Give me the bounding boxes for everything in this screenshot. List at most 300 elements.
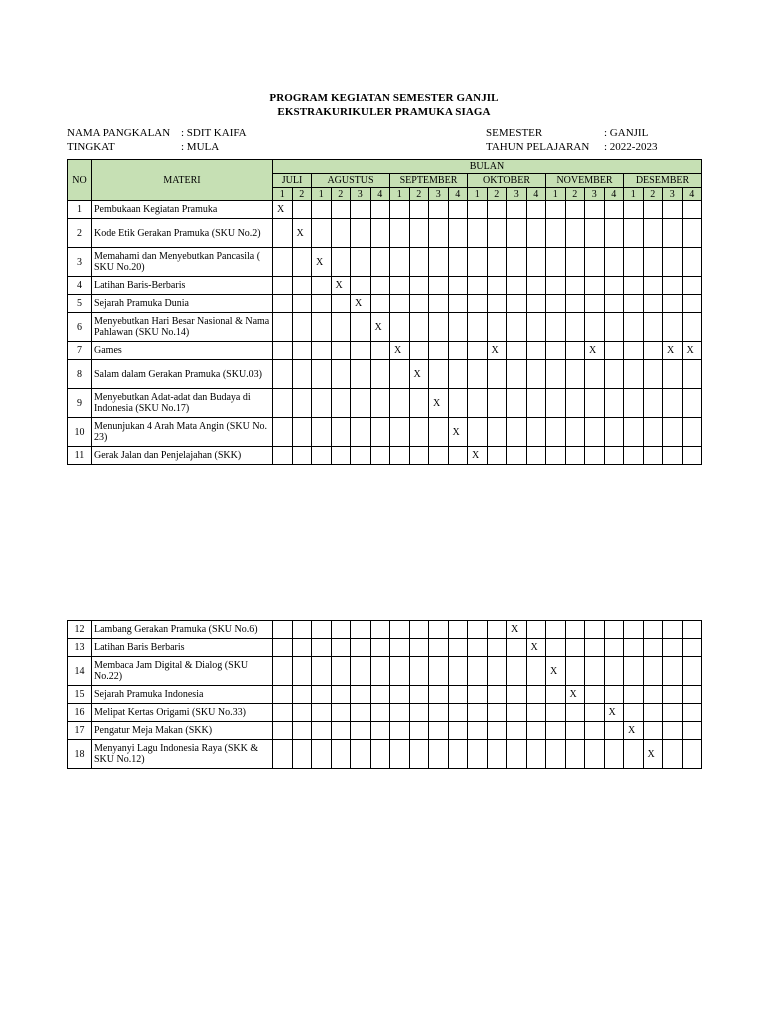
week-cell	[507, 704, 527, 722]
week-cell	[331, 295, 351, 313]
week-cell	[585, 389, 605, 418]
week-cell	[292, 686, 312, 704]
week-cell	[585, 639, 605, 657]
week-cell	[448, 342, 468, 360]
week-cell	[526, 201, 546, 219]
week-cell	[565, 313, 585, 342]
week-cell	[370, 201, 390, 219]
week-cell	[565, 389, 585, 418]
week-cell	[526, 295, 546, 313]
week-cell	[565, 639, 585, 657]
week-header: 4	[526, 188, 546, 201]
week-cell	[663, 639, 683, 657]
week-cell	[663, 657, 683, 686]
table-row	[68, 313, 702, 342]
week-cell	[507, 295, 527, 313]
week-cell	[292, 342, 312, 360]
week-cell	[565, 248, 585, 277]
activity-mark: X	[448, 418, 468, 447]
week-header: 1	[312, 188, 332, 201]
week-cell	[643, 704, 663, 722]
week-cell	[643, 248, 663, 277]
week-cell	[663, 277, 683, 295]
week-cell	[565, 704, 585, 722]
week-cell	[468, 621, 488, 639]
week-cell	[604, 360, 624, 389]
materi-cell: Pengatur Meja Makan (SKK)	[92, 722, 273, 740]
row-number: 16	[68, 704, 92, 722]
week-cell	[507, 219, 527, 248]
week-cell	[565, 657, 585, 686]
week-cell	[273, 277, 293, 295]
week-cell	[292, 621, 312, 639]
week-cell	[682, 219, 702, 248]
week-cell	[526, 447, 546, 465]
week-cell	[409, 295, 429, 313]
week-header: 3	[351, 188, 371, 201]
activity-mark: X	[390, 342, 410, 360]
week-cell	[546, 740, 566, 769]
week-cell	[448, 621, 468, 639]
week-header: 1	[546, 188, 566, 201]
week-cell	[682, 740, 702, 769]
materi-cell: Lambang Gerakan Pramuka (SKU No.6)	[92, 621, 273, 639]
week-cell	[312, 277, 332, 295]
week-cell	[682, 704, 702, 722]
week-cell	[331, 219, 351, 248]
week-cell	[390, 313, 410, 342]
week-cell	[643, 639, 663, 657]
week-cell	[468, 201, 488, 219]
week-cell	[468, 740, 488, 769]
week-cell	[351, 639, 371, 657]
week-cell	[429, 722, 449, 740]
materi-cell: Salam dalam Gerakan Pramuka (SKU.03)	[92, 360, 273, 389]
week-cell	[370, 639, 390, 657]
week-cell	[312, 657, 332, 686]
week-cell	[292, 740, 312, 769]
week-cell	[507, 313, 527, 342]
week-cell	[409, 740, 429, 769]
week-cell	[312, 447, 332, 465]
week-cell	[370, 277, 390, 295]
week-cell	[370, 248, 390, 277]
week-cell	[370, 621, 390, 639]
document-title-line1: PROGRAM KEGIATAN SEMESTER GANJIL	[269, 92, 499, 104]
table-row	[68, 418, 702, 447]
week-cell	[565, 295, 585, 313]
week-cell	[487, 360, 507, 389]
week-cell	[429, 248, 449, 277]
week-cell	[546, 447, 566, 465]
week-header: 3	[429, 188, 449, 201]
week-header: 2	[643, 188, 663, 201]
week-cell	[624, 418, 644, 447]
week-cell	[429, 360, 449, 389]
week-cell	[429, 342, 449, 360]
table-row	[68, 201, 702, 219]
week-cell	[604, 201, 624, 219]
week-cell	[682, 722, 702, 740]
week-cell	[409, 704, 429, 722]
materi-cell: Membaca Jam Digital & Dialog (SKU No.22)	[92, 657, 273, 686]
schedule-table-continued	[67, 620, 702, 769]
week-cell	[292, 295, 312, 313]
week-cell	[663, 686, 683, 704]
column-header-bulan: BULAN	[273, 160, 702, 174]
week-cell	[546, 295, 566, 313]
month-header: JULI	[273, 174, 312, 188]
week-cell	[409, 639, 429, 657]
week-cell	[565, 447, 585, 465]
week-cell	[546, 360, 566, 389]
week-cell	[682, 389, 702, 418]
week-cell	[526, 740, 546, 769]
week-cell	[565, 722, 585, 740]
row-number: 2	[68, 219, 92, 248]
week-cell	[546, 639, 566, 657]
week-cell	[663, 313, 683, 342]
activity-mark: X	[351, 295, 371, 313]
week-cell	[312, 740, 332, 769]
week-cell	[526, 360, 546, 389]
week-cell	[390, 639, 410, 657]
week-cell	[663, 447, 683, 465]
week-cell	[624, 360, 644, 389]
week-cell	[448, 740, 468, 769]
week-header: 2	[487, 188, 507, 201]
materi-cell: Menyebutkan Adat-adat dan Budaya di Indonesia (SKU No.17)	[92, 389, 273, 418]
week-cell	[370, 360, 390, 389]
tahun-pelajaran-value: : 2022-2023	[604, 141, 658, 153]
week-cell	[585, 313, 605, 342]
week-cell	[526, 686, 546, 704]
week-cell	[507, 360, 527, 389]
week-cell	[351, 201, 371, 219]
week-cell	[507, 657, 527, 686]
week-cell	[487, 248, 507, 277]
week-cell	[351, 389, 371, 418]
week-cell	[643, 277, 663, 295]
week-cell	[448, 201, 468, 219]
week-cell	[429, 313, 449, 342]
week-cell	[273, 447, 293, 465]
week-cell	[429, 704, 449, 722]
week-cell	[351, 686, 371, 704]
activity-mark: X	[487, 342, 507, 360]
week-cell	[390, 447, 410, 465]
week-cell	[429, 657, 449, 686]
week-cell	[526, 219, 546, 248]
activity-mark: X	[585, 342, 605, 360]
week-cell	[468, 295, 488, 313]
row-number: 17	[68, 722, 92, 740]
week-cell	[507, 740, 527, 769]
week-cell	[273, 360, 293, 389]
week-cell	[312, 389, 332, 418]
materi-cell: Pembukaan Kegiatan Pramuka	[92, 201, 273, 219]
week-cell	[331, 621, 351, 639]
week-cell	[546, 342, 566, 360]
week-cell	[487, 639, 507, 657]
week-cell	[448, 248, 468, 277]
week-cell	[682, 277, 702, 295]
week-cell	[546, 722, 566, 740]
week-cell	[409, 389, 429, 418]
week-cell	[370, 704, 390, 722]
week-cell	[604, 313, 624, 342]
week-cell	[487, 621, 507, 639]
week-cell	[643, 657, 663, 686]
week-cell	[604, 342, 624, 360]
week-cell	[643, 313, 663, 342]
week-cell	[507, 418, 527, 447]
week-cell	[507, 277, 527, 295]
activity-mark: X	[409, 360, 429, 389]
week-cell	[390, 389, 410, 418]
week-cell	[604, 277, 624, 295]
week-cell	[663, 360, 683, 389]
week-cell	[526, 313, 546, 342]
table-row	[68, 342, 702, 360]
week-header: 4	[370, 188, 390, 201]
week-cell	[370, 657, 390, 686]
week-cell	[409, 418, 429, 447]
week-cell	[429, 219, 449, 248]
week-cell	[526, 277, 546, 295]
activity-mark: X	[604, 704, 624, 722]
week-cell	[585, 722, 605, 740]
week-cell	[273, 657, 293, 686]
table-row	[68, 248, 702, 277]
document-title-line2: EKSTRAKURIKULER PRAMUKA SIAGA	[277, 106, 491, 118]
week-cell	[585, 219, 605, 248]
week-cell	[643, 621, 663, 639]
week-cell	[351, 704, 371, 722]
row-number: 6	[68, 313, 92, 342]
week-cell	[273, 704, 293, 722]
activity-mark: X	[273, 201, 293, 219]
table-row	[68, 295, 702, 313]
week-cell	[351, 657, 371, 686]
week-cell	[448, 277, 468, 295]
week-cell	[682, 639, 702, 657]
week-cell	[331, 418, 351, 447]
activity-mark: X	[682, 342, 702, 360]
activity-mark: X	[312, 248, 332, 277]
week-cell	[351, 740, 371, 769]
week-cell	[546, 389, 566, 418]
week-cell	[624, 740, 644, 769]
week-cell	[448, 313, 468, 342]
week-cell	[390, 248, 410, 277]
week-cell	[331, 360, 351, 389]
week-cell	[565, 418, 585, 447]
week-cell	[292, 657, 312, 686]
week-cell	[448, 722, 468, 740]
week-cell	[312, 722, 332, 740]
week-cell	[312, 639, 332, 657]
week-cell	[643, 342, 663, 360]
week-cell	[448, 447, 468, 465]
week-cell	[292, 248, 312, 277]
month-header: NOVEMBER	[546, 174, 624, 188]
row-number: 8	[68, 360, 92, 389]
week-cell	[429, 201, 449, 219]
week-cell	[546, 248, 566, 277]
week-cell	[312, 418, 332, 447]
week-cell	[429, 277, 449, 295]
week-cell	[546, 704, 566, 722]
week-cell	[390, 295, 410, 313]
activity-mark: X	[565, 686, 585, 704]
week-cell	[487, 704, 507, 722]
week-cell	[546, 686, 566, 704]
week-cell	[409, 277, 429, 295]
month-header: OKTOBER	[468, 174, 546, 188]
week-cell	[487, 722, 507, 740]
week-cell	[682, 657, 702, 686]
week-header: 1	[273, 188, 293, 201]
week-cell	[663, 704, 683, 722]
week-cell	[604, 639, 624, 657]
activity-mark: X	[331, 277, 351, 295]
week-cell	[643, 295, 663, 313]
week-cell	[331, 201, 351, 219]
week-header: 1	[468, 188, 488, 201]
week-cell	[682, 313, 702, 342]
week-cell	[487, 389, 507, 418]
week-cell	[487, 686, 507, 704]
materi-cell: Melipat Kertas Origami (SKU No.33)	[92, 704, 273, 722]
week-cell	[507, 389, 527, 418]
week-cell	[624, 639, 644, 657]
week-cell	[526, 389, 546, 418]
table-row	[68, 447, 702, 465]
week-cell	[585, 360, 605, 389]
table-row	[68, 722, 702, 740]
week-cell	[507, 686, 527, 704]
week-cell	[487, 219, 507, 248]
week-cell	[604, 295, 624, 313]
week-header: 1	[624, 188, 644, 201]
materi-cell: Latihan Baris Berbaris	[92, 639, 273, 657]
week-cell	[624, 248, 644, 277]
week-header: 4	[604, 188, 624, 201]
week-cell	[585, 447, 605, 465]
week-cell	[507, 639, 527, 657]
row-number: 7	[68, 342, 92, 360]
week-cell	[312, 201, 332, 219]
week-cell	[468, 722, 488, 740]
activity-mark: X	[507, 621, 527, 639]
week-cell	[643, 360, 663, 389]
week-cell	[468, 277, 488, 295]
week-cell	[585, 686, 605, 704]
month-header: AGUSTUS	[312, 174, 390, 188]
week-cell	[604, 219, 624, 248]
week-cell	[487, 277, 507, 295]
week-cell	[448, 686, 468, 704]
month-header: DESEMBER	[624, 174, 702, 188]
week-cell	[526, 248, 546, 277]
month-header: SEPTEMBER	[390, 174, 468, 188]
week-cell	[663, 201, 683, 219]
row-number: 10	[68, 418, 92, 447]
week-cell	[604, 740, 624, 769]
materi-cell: Sejarah Pramuka Indonesia	[92, 686, 273, 704]
week-cell	[351, 722, 371, 740]
pangkalan-value: : SDIT KAIFA	[181, 127, 247, 139]
week-cell	[643, 722, 663, 740]
week-cell	[273, 313, 293, 342]
activity-mark: X	[546, 657, 566, 686]
week-cell	[273, 686, 293, 704]
week-cell	[643, 389, 663, 418]
week-cell	[604, 722, 624, 740]
pangkalan-label: NAMA PANGKALAN	[67, 127, 171, 139]
week-cell	[604, 389, 624, 418]
week-cell	[468, 418, 488, 447]
week-cell	[429, 639, 449, 657]
activity-mark: X	[429, 389, 449, 418]
week-header: 3	[507, 188, 527, 201]
week-header: 3	[585, 188, 605, 201]
week-cell	[604, 418, 624, 447]
week-cell	[312, 621, 332, 639]
table-row	[68, 389, 702, 418]
week-cell	[624, 201, 644, 219]
week-cell	[682, 621, 702, 639]
week-cell	[487, 418, 507, 447]
row-number: 15	[68, 686, 92, 704]
week-cell	[604, 447, 624, 465]
week-cell	[331, 447, 351, 465]
week-cell	[370, 418, 390, 447]
week-cell	[429, 686, 449, 704]
week-cell	[604, 621, 624, 639]
week-cell	[682, 201, 702, 219]
week-cell	[273, 295, 293, 313]
week-cell	[643, 686, 663, 704]
week-cell	[468, 219, 488, 248]
week-cell	[351, 313, 371, 342]
week-cell	[331, 248, 351, 277]
week-cell	[409, 657, 429, 686]
row-number: 13	[68, 639, 92, 657]
week-cell	[331, 704, 351, 722]
week-cell	[624, 704, 644, 722]
week-cell	[370, 295, 390, 313]
activity-mark: X	[468, 447, 488, 465]
week-cell	[351, 621, 371, 639]
week-cell	[487, 313, 507, 342]
week-cell	[273, 740, 293, 769]
week-cell	[409, 219, 429, 248]
week-cell	[624, 621, 644, 639]
materi-cell: Sejarah Pramuka Dunia	[92, 295, 273, 313]
row-number: 9	[68, 389, 92, 418]
week-cell	[507, 201, 527, 219]
week-cell	[663, 722, 683, 740]
semester-label: SEMESTER	[486, 127, 543, 139]
week-cell	[370, 219, 390, 248]
table-row	[68, 621, 702, 639]
week-cell	[565, 277, 585, 295]
materi-cell: Kode Etik Gerakan Pramuka (SKU No.2)	[92, 219, 273, 248]
activity-mark: X	[624, 722, 644, 740]
week-cell	[390, 219, 410, 248]
